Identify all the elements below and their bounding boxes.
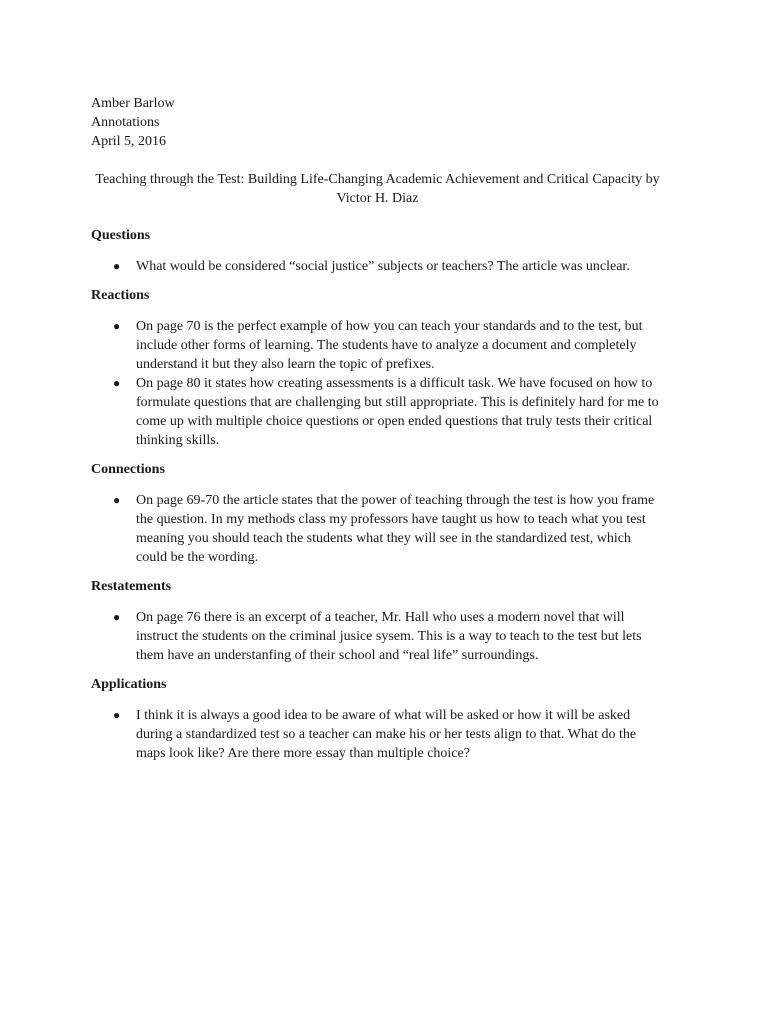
section-heading: Applications: [91, 677, 167, 692]
list-item-text: What would be considered “social justice” subjects or teachers? The article was unclear.: [136, 259, 630, 274]
list-item: [91, 706, 660, 763]
list-item: [91, 608, 660, 665]
list-item-text: On page 70 is the perfect example of how you can teach your standards and to the test, but include other forms of learning. The students have to analyze a document and completely understand it but they also learn the topic of prefixes.: [136, 319, 643, 372]
section-heading: Restatements: [91, 579, 172, 594]
list-item-text: On page 69-70 the article states that the power of teaching through the test is how you frame the question. In my methods class my professors have taught us how to teach what you test meaning you should teach the students what they will see in the standardized test, which could be the wording.: [136, 493, 655, 565]
bullet-icon: ●: [113, 708, 121, 722]
bullet-list: [91, 706, 660, 763]
bullet-icon: ●: [113, 493, 121, 507]
section-reactions: [91, 286, 660, 450]
bullet-list: [91, 317, 660, 450]
list-item-text: On page 76 there is an excerpt of a teacher, Mr. Hall who uses a modern novel that will instruct the students on the criminal jusice sysem. This is a way to teach to the test but lets them have an understanfing of their school and “real life” surroundings.: [136, 610, 642, 663]
list-item-text: I think it is always a good idea to be aware of what will be asked or how it will be asked during a standardized test so a teacher can make his or her tests align to that. What do the maps look like? Are there more essay than multiple choice?: [136, 708, 637, 761]
list-item: [91, 374, 660, 450]
bullet-icon: ●: [113, 259, 121, 273]
list-item: [91, 317, 660, 374]
bullet-icon: ●: [113, 319, 121, 333]
section-connections: [91, 460, 660, 567]
bullet-icon: ●: [113, 610, 121, 624]
author-name: Amber Barlow: [91, 96, 175, 111]
section-heading: Connections: [91, 462, 165, 477]
list-item: [91, 257, 660, 276]
section-questions: [91, 226, 660, 276]
bullet-list: [91, 608, 660, 665]
section-applications: [91, 675, 660, 763]
bullet-list: [91, 491, 660, 567]
document-header: [91, 94, 660, 151]
section-heading: Questions: [91, 228, 151, 243]
list-item: [91, 491, 660, 567]
section-restatements: [91, 577, 660, 665]
bullet-icon: ●: [113, 376, 121, 390]
section-heading: Reactions: [91, 288, 150, 303]
list-item-text: On page 80 it states how creating assessments is a difficult task. We have focused on how to formulate questions that are challenging but still appropriate. This is definitely hard for me to come up with multiple choice questions or open ended questions that truly tests their critical thinking skills.: [136, 376, 659, 448]
bullet-list: [91, 257, 660, 276]
document-date: April 5, 2016: [91, 134, 167, 149]
document-title: Teaching through the Test: Building Life-Changing Academic Achievement and Critical Capacity by Victor H. Diaz: [95, 172, 660, 206]
document-type: Annotations: [91, 115, 160, 130]
